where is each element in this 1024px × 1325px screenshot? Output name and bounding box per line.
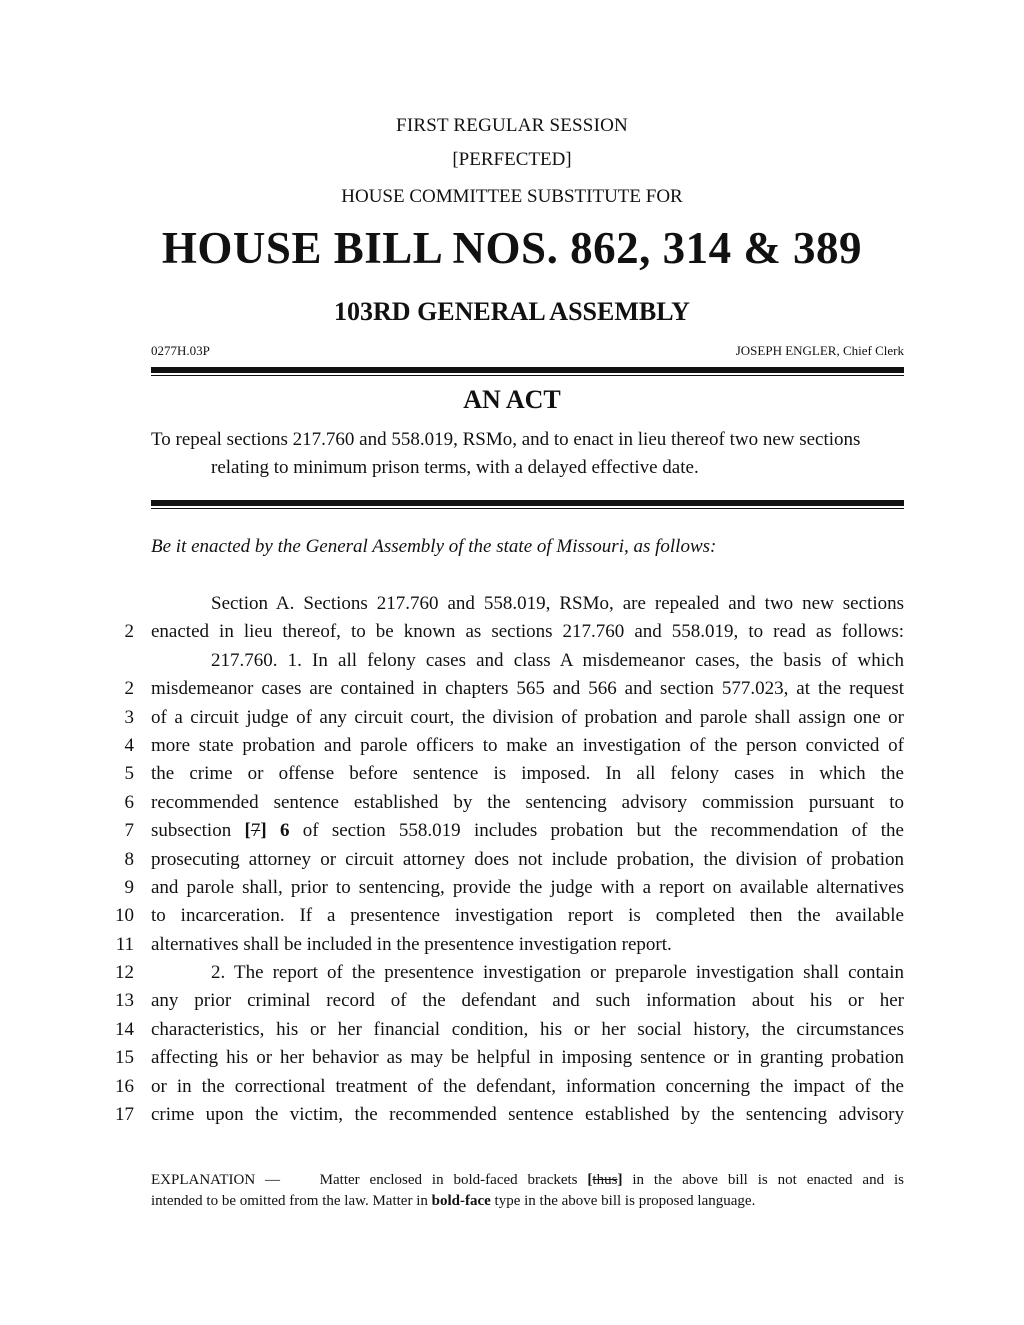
line-text: affecting his or her behavior as may be helpful in imposing sentence or in granting probation [151, 1047, 904, 1069]
line-text: prosecuting attorney or circuit attorney does not include probation, the division of probation [151, 848, 904, 870]
bill-line [0, 874, 1024, 902]
line-number: 8 [124, 848, 134, 870]
line-segment-struck: 7 [250, 820, 261, 842]
line-text: misdemeanor cases are contained in chapters 565 and 566 and section 577.023, at the request [151, 678, 904, 700]
bill-line [0, 647, 1024, 675]
chief-clerk: JOSEPH ENGLER, Chief Clerk [735, 343, 904, 358]
line-segment-text-after: of section 558.019 includes probation but the recommendation of the [289, 820, 904, 842]
assembly-heading: 103RD GENERAL ASSEMBLY [334, 297, 690, 326]
bill-line [0, 704, 1024, 732]
bill-line [0, 760, 1024, 788]
substitute-heading: HOUSE COMMITTEE SUBSTITUTE FOR [341, 186, 683, 207]
bill-line [0, 675, 1024, 703]
line-text: enacted in lieu thereof, to be known as sections 217.760 and 558.019, to read as follows: [151, 621, 904, 643]
line-segment-inserted: 6 [266, 820, 290, 842]
session-heading: FIRST REGULAR SESSION [396, 115, 628, 136]
lr-number: 0277H.03P [151, 343, 210, 358]
bill-line [0, 959, 1024, 987]
line-number: 6 [124, 791, 134, 813]
line-segment-bracket-open: [ [244, 820, 251, 842]
line-text: and parole shall, prior to sentencing, provide the judge with a report on available alternatives [151, 876, 904, 898]
bill-line [0, 1044, 1024, 1072]
header-rule-thin [151, 375, 904, 376]
enacting-clause: Be it enacted by the General Assembly of the state of Missouri, as follows: [151, 536, 717, 557]
line-number: 12 [115, 962, 134, 984]
bill-line [0, 590, 1024, 618]
line-number: 13 [115, 990, 134, 1012]
line-number: 16 [115, 1075, 134, 1097]
line-number: 3 [124, 706, 134, 728]
bill-line [0, 1016, 1024, 1044]
bill-line [0, 902, 1024, 930]
act-rule-thin [151, 508, 904, 509]
act-title: AN ACT [463, 385, 561, 414]
bill-line [0, 817, 1024, 845]
line-text: more state probation and parole officers to make an investigation of the person convicted of [151, 734, 904, 756]
bill-line [0, 846, 1024, 874]
act-rule-thick [151, 500, 904, 506]
line-number: 17 [115, 1104, 134, 1126]
explanation-line2: intended to be omitted from the law. Matter in bold-face type in the above bill is proposed language. [151, 1193, 756, 1209]
line-text: to incarceration. If a presentence investigation report is completed then the available [151, 905, 904, 927]
line-number: 2 [124, 678, 134, 700]
status-heading: [PERFECTED] [452, 149, 572, 170]
line-number: 2 [124, 621, 134, 643]
act-description-line2: relating to minimum prison terms, with a delayed effective date. [211, 457, 699, 478]
line-number: 7 [124, 820, 134, 842]
bill-line [0, 732, 1024, 760]
line-number: 9 [124, 876, 134, 898]
bill-line [0, 931, 1024, 959]
line-number: 10 [115, 905, 134, 927]
line-number: 11 [115, 933, 134, 955]
line-segment-bracket-close: ] [260, 820, 267, 842]
line-text: any prior criminal record of the defendant and such information about his or her [151, 990, 904, 1012]
bill-line [0, 987, 1024, 1015]
line-text: Section A. Sections 217.760 and 558.019, RSMo, are repealed and two new sections [211, 593, 904, 614]
bill-line [0, 1073, 1024, 1101]
line-text: alternatives shall be included in the presentence investigation report. [151, 933, 672, 955]
bill-line [0, 1101, 1024, 1129]
struck-example: thus [592, 1172, 618, 1188]
line-text: 217.760. 1. In all felony cases and class A misdemeanor cases, the basis of which [211, 649, 904, 671]
bill-line [0, 789, 1024, 817]
line-segment-text-before: subsection [151, 820, 245, 842]
line-number: 4 [124, 734, 134, 756]
explanation-footnote [151, 1170, 904, 1212]
line-text: crime upon the victim, the recommended sentence established by the sentencing advisory [151, 1104, 904, 1126]
act-description-line1: To repeal sections 217.760 and 558.019, RSMo, and to enact in lieu thereof two new sections [151, 429, 861, 450]
line-number: 5 [124, 763, 134, 785]
line-text: of a circuit judge of any circuit court, the division of probation and parole shall assign one or [151, 706, 904, 728]
line-text: the crime or offense before sentence is imposed. In all felony cases in which the [151, 763, 904, 785]
line-text: or in the correctional treatment of the defendant, information concerning the impact of the [151, 1075, 904, 1097]
bold-example: bold-face [431, 1193, 491, 1209]
explanation-label: EXPLANATION — [151, 1172, 281, 1188]
line-number: 14 [115, 1018, 134, 1040]
bill-line [0, 618, 1024, 646]
header-rule-thick [151, 367, 904, 373]
bill-body [0, 590, 1024, 1129]
line-text [151, 817, 904, 845]
explanation-line1: EXPLANATION — Matter enclosed in bold-faced brackets [thus] in the above bill is not enacted and is [151, 1172, 904, 1188]
line-text: recommended sentence established by the sentencing advisory commission pursuant to [151, 791, 904, 813]
line-number: 15 [115, 1047, 134, 1069]
bill-title: HOUSE BILL NOS. 862, 314 & 389 [161, 223, 863, 273]
line-text: characteristics, his or her financial condition, his or her social history, the circumstances [151, 1018, 904, 1040]
line-text: 2. The report of the presentence investigation or preparole investigation shall contain [211, 962, 904, 984]
